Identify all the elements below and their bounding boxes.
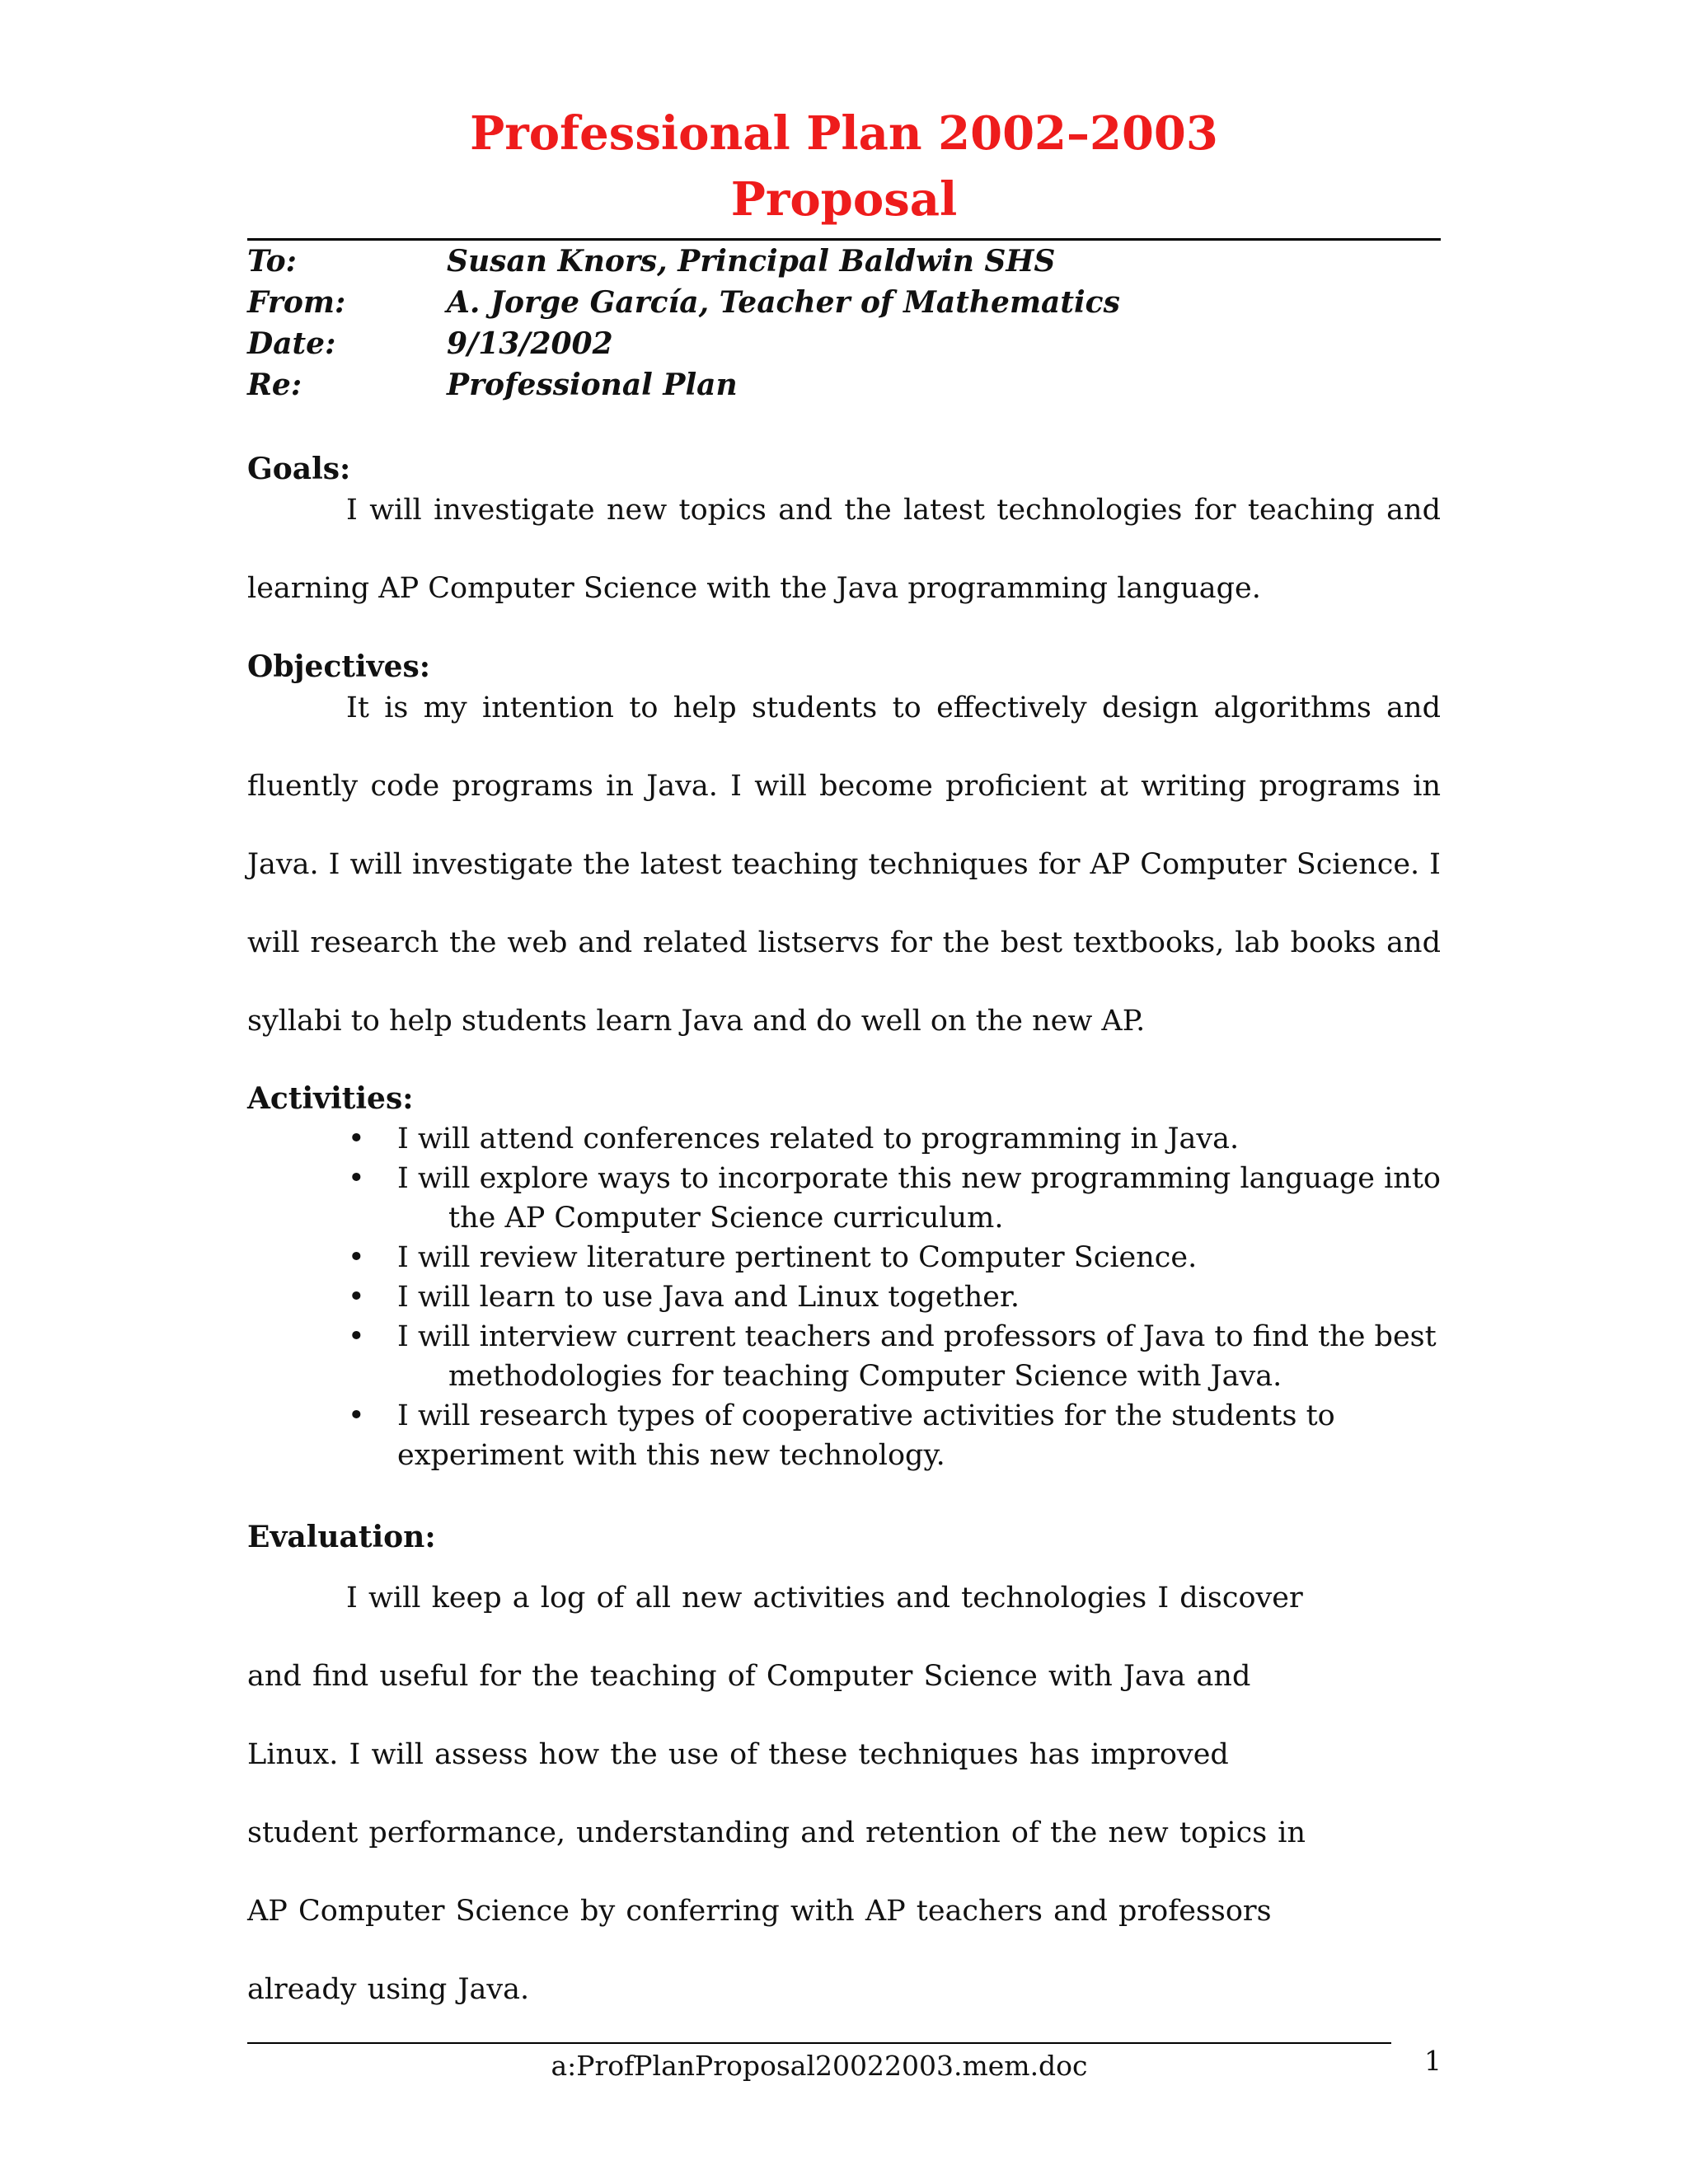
- activity-item: [247, 1396, 1441, 1475]
- document-subtitle: Proposal: [730, 172, 958, 227]
- footer-filename: a:ProfPlanProposal20022003.mem.doc: [551, 2050, 1088, 2082]
- objectives-heading: Objectives:: [247, 649, 431, 684]
- bullet-icon: •: [348, 1122, 365, 1155]
- activity-item: [247, 1159, 1441, 1238]
- memo-date-value: 9/13/2002: [447, 326, 613, 361]
- activity-text: I will attend conferences related to programming in Java.: [397, 1122, 1240, 1155]
- objectives-paragraph: It is my intention to help students to effectively design algorithms and fluently code programs in Java. I will become proficient at writing programs in Java. I will investigate the latest teaching techniques for AP Computer Science. I will research the web and related listservs for the best textbooks, lab books and syllabi to help students learn Java and do well on the new AP.: [247, 691, 1441, 1038]
- memo-date-label: Date:: [247, 326, 336, 361]
- evaluation-paragraph: I will keep a log of all new activities and technologies I discover and find useful for the teaching of Computer Science with Java and Linux. I will assess how the use of these techniques has improved student performance, understanding and retention of the new topics in AP Computer Science by conferring with AP teachers and professors already using Java.: [247, 1582, 1306, 2006]
- activity-text: I will interview current teachers and professors of Java to find the best: [397, 1320, 1437, 1353]
- activity-text: I will learn to use Java and Linux together.: [397, 1281, 1020, 1314]
- activity-text: I will explore ways to incorporate this new programming language into: [397, 1162, 1441, 1195]
- page-number: 1: [1424, 2045, 1442, 2077]
- activity-item: [247, 1277, 1441, 1317]
- bullet-icon: •: [348, 1281, 365, 1314]
- bullet-icon: •: [348, 1241, 365, 1274]
- memo-to-row: [247, 241, 1441, 282]
- activity-text-continued: experiment with this new technology.: [397, 1439, 945, 1472]
- footer-divider: [247, 2042, 1391, 2044]
- activity-item: [247, 1238, 1441, 1277]
- activity-text: I will research types of cooperative activities for the students to: [397, 1399, 1335, 1432]
- memo-from-label: From:: [247, 285, 346, 320]
- activity-text-continued: the AP Computer Science curriculum.: [448, 1202, 1004, 1235]
- goals-heading: Goals:: [247, 452, 351, 486]
- activity-text-continued: methodologies for teaching Computer Science with Java.: [448, 1360, 1282, 1393]
- memo-re-label: Re:: [247, 368, 302, 402]
- activities-heading: Activities:: [247, 1081, 414, 1116]
- bullet-icon: •: [348, 1399, 365, 1432]
- activity-text: I will review literature pertinent to Computer Science.: [397, 1241, 1198, 1274]
- bullet-icon: •: [348, 1162, 365, 1195]
- memo-to-value: Susan Knors, Principal Baldwin SHS: [447, 244, 1056, 279]
- activity-item: [247, 1317, 1441, 1396]
- document-title: Professional Plan 2002–2003: [470, 106, 1218, 161]
- memo-date-row: [247, 323, 1441, 364]
- activity-item: [247, 1119, 1441, 1159]
- memo-from-value: A. Jorge García, Teacher of Mathematics: [447, 285, 1120, 320]
- evaluation-heading: Evaluation:: [247, 1520, 436, 1554]
- bullet-icon: •: [348, 1320, 365, 1353]
- memo-re-value: Professional Plan: [447, 368, 738, 402]
- activities-list: [247, 1119, 1441, 1475]
- goals-paragraph: I will investigate new topics and the latest technologies for teaching and learning AP Computer Science with the Java programming language.: [247, 494, 1441, 605]
- memo-to-label: To:: [247, 244, 297, 279]
- memo-from-row: [247, 282, 1441, 323]
- memo-re-row: [247, 364, 1441, 405]
